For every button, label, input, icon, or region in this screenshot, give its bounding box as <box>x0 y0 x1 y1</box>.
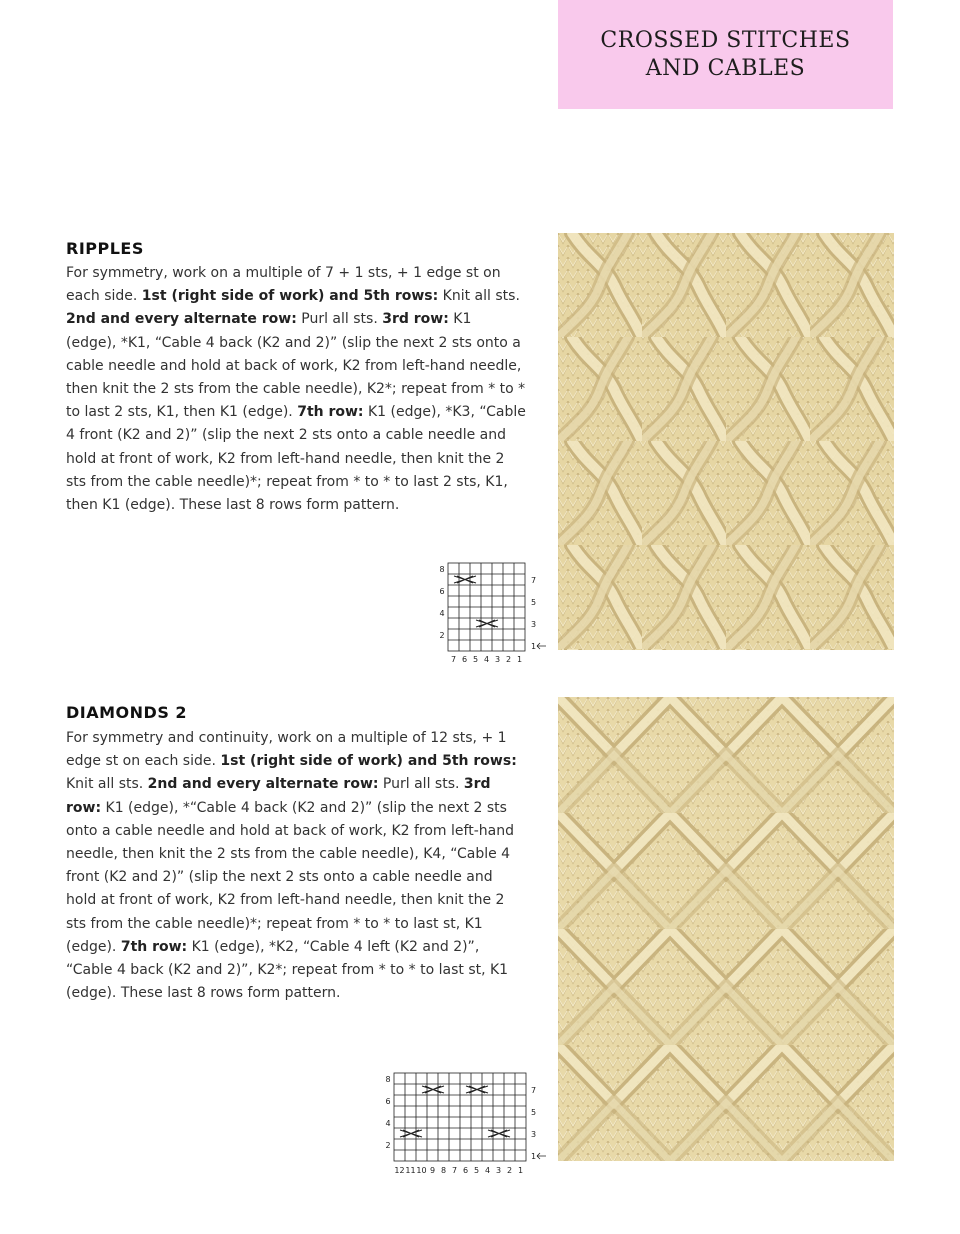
chart-col-label: 4 <box>483 655 490 664</box>
ripples-text: For symmetry, work on a multiple of 7 + 1 sts, + 1 edge st on each side. <box>66 265 501 305</box>
arrow-left-icon <box>537 643 546 649</box>
ripples-knit-texture <box>558 233 894 650</box>
chart-col-label: 2 <box>505 655 512 664</box>
chart-col-label: 6 <box>462 1166 469 1175</box>
diamonds-text: K1 (edge), *“Cable 4 back (K2 and 2)” (slip the next 2 sts onto a cable needle and hold at back of work, K2 from left-hand needle, then knit the 2 sts from the cable needle), K4, “Cable 4 front (K2 and 2)” (slip the next 2 sts onto a cable needle and hold at front of work, K2 from left-hand needle, then knit the 2 sts from the cable needle)*; repeat from * to * to last st, K1 (edge). <box>66 799 514 955</box>
diamonds-instructions <box>66 727 526 1005</box>
chart-row-label: 4 <box>439 609 445 618</box>
chart-col-label: 5 <box>473 1166 480 1175</box>
ripples-text: K1 (edge), *K3, “Cable 4 front (K2 and 2)” (slip the next 2 sts onto a cable needle and hold at front of work, K2 from left-hand needle, then knit the 2 sts from the cable needle)*; repeat from * to * to last 2 sts, K1, then K1 (edge). These last 8 rows form pattern. <box>66 404 526 514</box>
chart-col-label: 12 <box>394 1166 405 1175</box>
chart-col-label: 8 <box>440 1166 447 1175</box>
chart-row-label: 6 <box>385 1097 391 1106</box>
chart-row-label: 5 <box>531 1108 537 1117</box>
diamonds-text: Knit all sts. <box>66 776 148 793</box>
chart-row-label: 6 <box>439 587 445 596</box>
chart-col-label: 9 <box>429 1166 436 1175</box>
diamonds-row-label: 1st (right side of work) and 5th rows: <box>220 753 517 770</box>
chart-col-label: 1 <box>517 1166 524 1175</box>
chart-col-label: 7 <box>450 655 457 664</box>
ripples-text: Knit all sts. <box>438 288 520 305</box>
chart-col-label: 10 <box>416 1166 427 1175</box>
chart-row-label: 8 <box>439 565 445 574</box>
diamonds-chart-grid <box>382 1070 548 1178</box>
ripples-row-label: 1st (right side of work) and 5th rows: <box>141 288 439 305</box>
diamonds-knit-texture <box>558 697 894 1161</box>
ripples-swatch-photo <box>558 233 894 650</box>
diamonds-title: DIAMONDS 2 <box>66 703 188 722</box>
chart-col-label: 3 <box>494 655 501 664</box>
ripples-stitch-chart <box>436 560 548 670</box>
chart-row-label: 1 <box>531 1152 537 1161</box>
chart-col-label: 2 <box>506 1166 513 1175</box>
chart-row-label: 8 <box>385 1075 391 1084</box>
section-header-line-1: CROSSED STITCHES <box>600 27 851 53</box>
ripples-text: K1 (edge), *K1, “Cable 4 back (K2 and 2)” (slip the next 2 sts onto a cable needle and hold at back of work, K2 from left-hand needle, then knit the 2 sts from the cable needle), K2*; repeat from * to * to last 2 sts, K1, then K1 (edge). <box>66 311 526 421</box>
ripples-chart-grid <box>436 560 548 666</box>
chart-row-label: 5 <box>531 598 537 607</box>
chart-row-label: 7 <box>531 1086 537 1095</box>
chart-col-label: 7 <box>451 1166 458 1175</box>
chart-row-label: 3 <box>531 1130 537 1139</box>
chart-col-label: 6 <box>461 655 468 664</box>
ripples-row-label: 3rd row: <box>382 311 449 328</box>
diamonds-text: Purl all sts. <box>378 776 464 793</box>
section-header <box>558 0 893 109</box>
chart-col-label: 1 <box>516 655 523 664</box>
ripples-row-label: 7th row: <box>297 404 364 421</box>
ripples-title: RIPPLES <box>66 239 144 258</box>
chart-row-label: 4 <box>385 1119 391 1128</box>
chart-col-label: 5 <box>472 655 479 664</box>
chart-row-label: 3 <box>531 620 537 629</box>
diamonds-text: K1 (edge), *K2, “Cable 4 left (K2 and 2)”, “Cable 4 back (K2 and 2)”, K2*; repeat from * to * to last st, K1 (edge). These last 8 rows form pattern. <box>66 938 509 1002</box>
diamonds-row-label: 3rd row: <box>66 776 491 816</box>
ripples-row-label: 2nd and every alternate row: <box>66 311 297 328</box>
diamonds-stitch-chart <box>382 1070 548 1182</box>
chart-col-label: 4 <box>484 1166 491 1175</box>
chart-row-label: 7 <box>531 576 537 585</box>
diamonds-row-label: 7th row: <box>120 938 188 955</box>
chart-col-label: 11 <box>405 1166 416 1175</box>
chart-row-label: 2 <box>439 631 445 640</box>
chart-row-label: 1 <box>531 642 537 651</box>
ripples-text: Purl all sts. <box>296 311 383 328</box>
arrow-left-icon <box>537 1153 546 1159</box>
chart-row-label: 2 <box>385 1141 391 1150</box>
chart-col-label: 3 <box>495 1166 502 1175</box>
ripples-instructions <box>66 262 526 517</box>
diamonds-swatch-photo <box>558 697 894 1161</box>
diamonds-row-label: 2nd and every alternate row: <box>147 776 379 793</box>
section-header-line-2: AND CABLES <box>645 55 806 81</box>
diamonds-text: For symmetry and continuity, work on a multiple of 12 sts, + 1 edge st on each side. <box>66 730 507 770</box>
